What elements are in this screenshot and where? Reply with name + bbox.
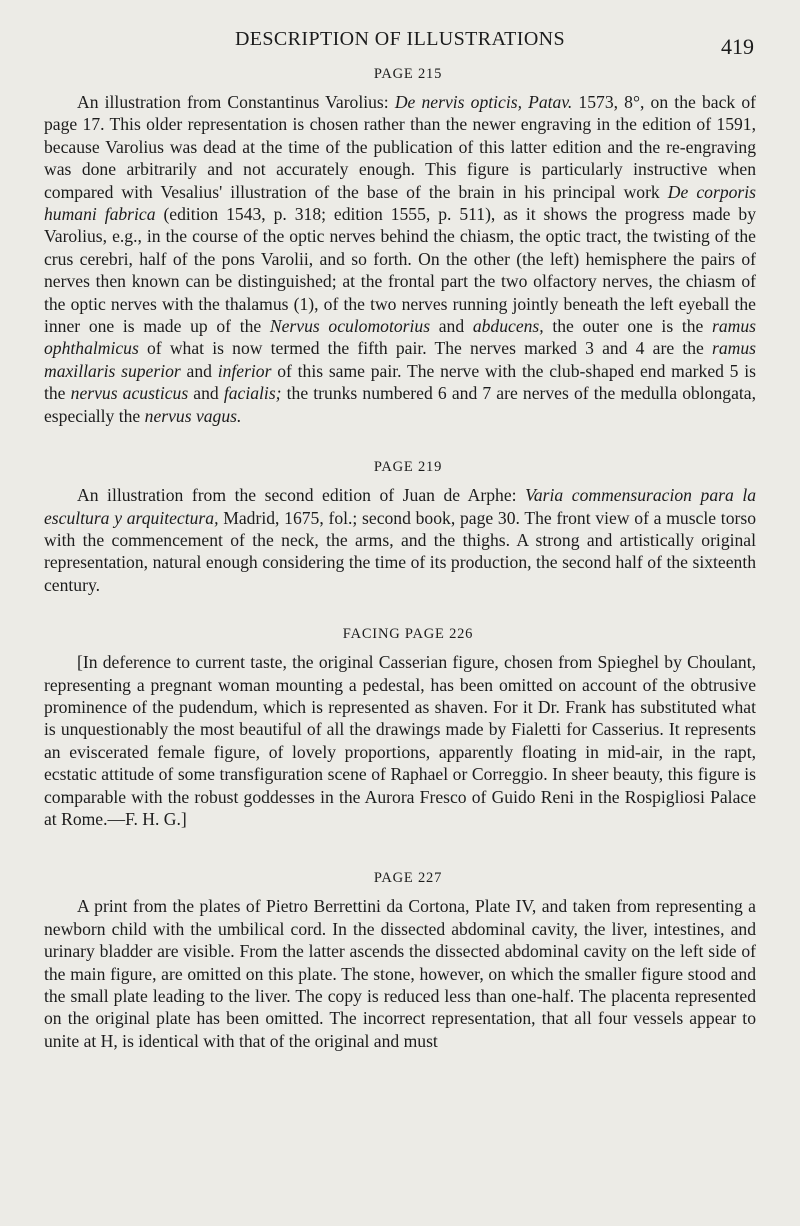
running-head: DESCRIPTION OF ILLUSTRATIONS	[234, 28, 566, 50]
section-page-215	[44, 66, 756, 427]
text-run: the trunks numbered 6 and 7 are nerves of the medulla oblongata, especially the	[44, 383, 756, 426]
italic-run: inferior	[217, 360, 272, 381]
text-run: the outer one is the	[543, 316, 713, 337]
section-paragraph	[44, 91, 756, 427]
page-header	[44, 22, 756, 66]
text-run: and	[430, 316, 473, 337]
italic-run: ramus maxillaris superior	[44, 338, 756, 381]
italic-run: Varia commensuracion para la escultura y arquitectura,	[44, 485, 757, 528]
text-run: of this same pair. The nerve with the club-shaped end marked 5 is the	[44, 360, 756, 404]
text-run: of what is now termed the fifth pair. The nerves marked 3 and 4 are the	[138, 338, 712, 359]
section-page-219	[44, 459, 756, 596]
italic-run: De nervis opticis, Patav.	[394, 92, 573, 112]
italic-run: nervus vagus.	[144, 405, 242, 426]
section-heading: PAGE 219	[373, 459, 443, 476]
italic-run: nervus acusticus	[70, 383, 189, 404]
italic-run: De corporis humani fabrica	[44, 181, 756, 225]
section-facing-page-226	[44, 626, 756, 830]
section-heading: PAGE 227	[373, 870, 443, 887]
page-number: 419	[721, 34, 754, 59]
text-run: [In deference to current taste, the original Casserian figure, chosen from Spieghel by Choulant, representing a pregnant woman mounting a pedestal, has been omitted on account of the obtrusive prominence of the pudendum, which is represented as shaven. For it Dr. Frank has substituted what is unquestionably the most beautiful of all the drawings made by Fialetti for Casserius. It represents an eviscerated female figure, of lovely proportions, apparently floating in mid-air, in the rapt, ecstatic attitude of some transfiguration scene of Raphael or Correggio. In sheer beauty, this figure is comparable with the robust goddesses in the Aurora Fresco of Guido Reni in the Rospigliosi Palace at Rome.—F. H. G.]	[44, 652, 756, 829]
text-run: 1573, 8°, on the back of page 17. This older representation is chosen rather than the newer engraving in the edition of 1591, because Varolius was dead at the time of the publication of this latter edition and the re-engraving was done arbitrarily and not accurately enough. This figure is particularly instructive when compared with Vesalius' illustration of the base of the brain in his principal work	[44, 92, 756, 202]
text-run: and	[188, 383, 224, 404]
text-run: and	[180, 360, 218, 381]
text-run: A print from the plates of Pietro Berrettini da Cortona, Plate IV, and taken from representing a newborn child with the umbilical cord. In the dissected abdominal cavity, the liver, intestines, and urinary bladder are visible. From the latter ascends the dissected abdominal cavity on the left side of the main figure, are omitted on this plate. The stone, however, on which the smaller figure stood and the small plate leading to the liver. The copy is reduced less than one-half. The placenta represented on the original plate has been omitted. The incorrect representation, that all four vessels appear to unite at H, is identical with that of the original and must	[44, 896, 756, 1051]
section-heading: PAGE 215	[373, 66, 443, 82]
text-run: An illustration from Constantinus Varolius:	[77, 92, 395, 112]
section-paragraph	[44, 484, 756, 596]
text-run: (edition 1543, p. 318; edition 1555, p. 511), as it shows the progress made by Varolius, e.g., in the course of the optic nerves behind the chiasm, the optic tract, the twisting of the crus cerebri, half of the pons Varolii, and so forth. On the other (the left) hemisphere the pairs of nerves then known can be distinguished; at the frontal part the two olfactory nerves, the chiasm of the optic nerves with the thalamus (1), of the two nerves running jointly beneath the left eyeball the inner one is made up of the	[44, 204, 756, 337]
italic-run: abducens,	[472, 316, 544, 337]
italic-run: ramus ophthalmicus	[44, 316, 757, 359]
text-run: Madrid, 1675, fol.; second book, page 30. The front view of a muscle torso with the commencement of the neck, the arms, and the thighs. A strong and artistically original representation, natural enough considering the time of its production, the second half of the sixteenth century.	[44, 507, 756, 595]
italic-run: Nervus oculomotorius	[269, 316, 431, 337]
section-heading: FACING PAGE 226	[342, 626, 474, 643]
section-page-227	[44, 870, 756, 1052]
text-run: An illustration from the second edition of Juan de Arphe:	[77, 485, 526, 506]
section-paragraph	[44, 895, 756, 1052]
italic-run: facialis;	[223, 383, 282, 404]
section-paragraph	[44, 651, 756, 830]
